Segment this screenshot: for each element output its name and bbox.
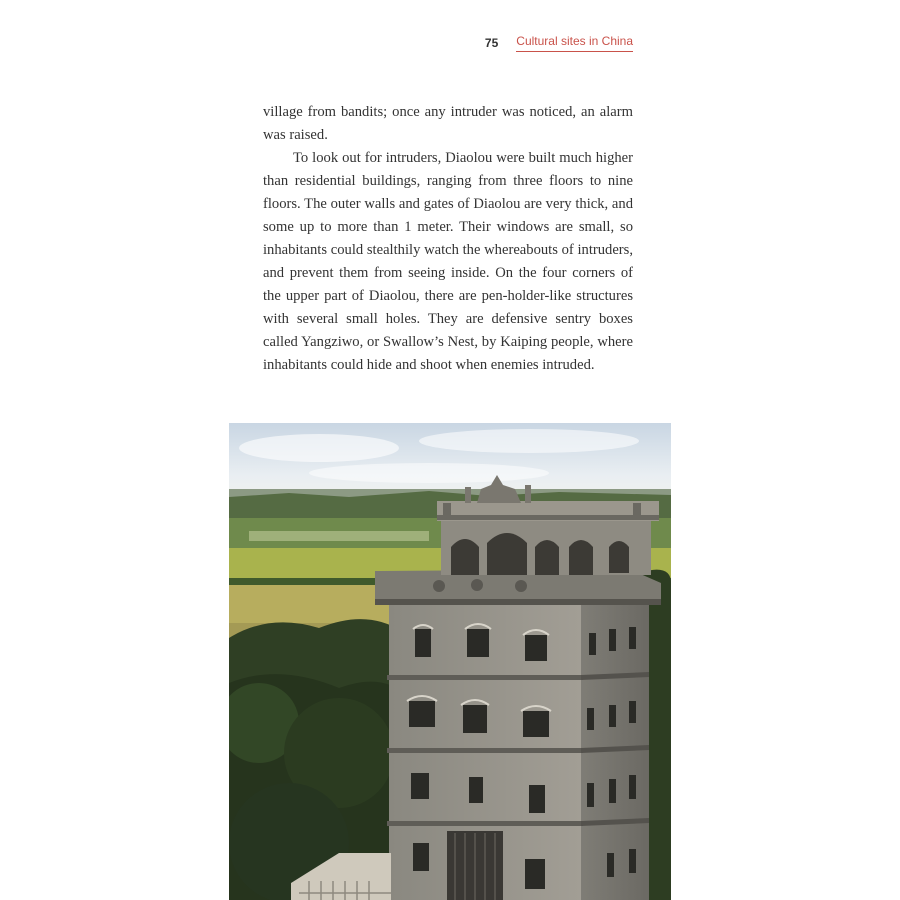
paragraph-diaolou-description: To look out for intruders, Diaolou were built much higher than residential buildings, ranging from three floors to nine floors. The outer walls and gates of Diaolou are very thick, and some up to more than 1 meter. Their windows are small, so inhabitants could stealthily watch the whereabouts of intruders, and prevent them from seeing inside. On the four corners of the upper part of Diaolou, there are pen-holder-like structures with several small holes. They are defensive sentry boxes called Yangziwo, or Swallow’s Nest, by Kaiping people, where inhabitants could hide and shoot when enemies intruded. bbox=[263, 150, 633, 373]
section-title: Cultural sites in China bbox=[516, 34, 633, 52]
body-text bbox=[263, 101, 633, 377]
page-number: 75 bbox=[484, 36, 499, 50]
book-page bbox=[229, 0, 671, 900]
running-head bbox=[485, 34, 633, 52]
paragraph-continued: village from bandits; once any intruder was noticed, an alarm was raised. bbox=[263, 104, 633, 143]
diaolou-tower-photo bbox=[229, 423, 671, 900]
